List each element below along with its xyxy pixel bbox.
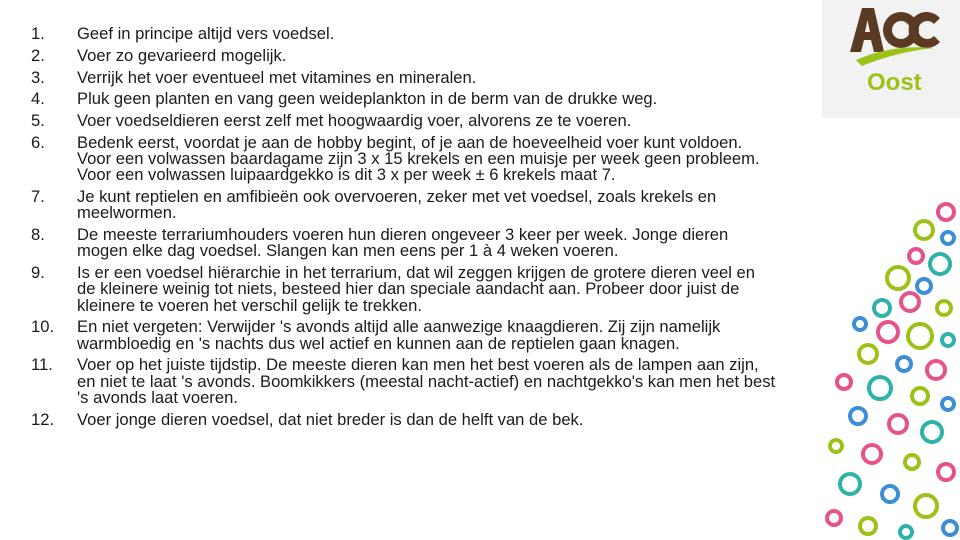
item-number: 4. <box>31 89 45 109</box>
list-item <box>31 132 861 185</box>
item-number: 5. <box>31 111 45 131</box>
logo-oost-text: Oost <box>867 69 922 96</box>
item-text: Voer op het juiste tijdstip. De meeste dieren kan men het best voeren als de lampen aan zijn, en niet te laat 's avonds. Boomkikkers (meestal nacht‑actief) en nachtgekko's kan men het best 's avonds laat voeren. <box>77 355 776 407</box>
item-number: 7. <box>31 187 45 207</box>
feeding-tips-list <box>31 26 861 433</box>
list-item <box>31 67 861 87</box>
list-item <box>31 265 861 314</box>
list-item <box>31 319 861 351</box>
decorative-circles-icon <box>820 190 960 540</box>
list-item <box>31 113 861 129</box>
item-text: Bedenk eerst, voordat je aan de hobby begint, of je aan de hoeveelheid voer kunt voldoen. Voor een volwassen baardagame zijn 3 x 15 krekels en een muisje per week geen probleem. Voor een volwassen luipaardgekko is dit 3 x per week ± 6 krekels maat 7. <box>77 132 760 185</box>
item-number: 10. <box>31 317 55 337</box>
list-item <box>31 91 861 107</box>
item-text: Geef in principe altijd vers voedsel. <box>77 24 335 43</box>
item-text: De meeste terrariumhouders voeren hun dieren ongeveer 3 keer per week. Jonge dieren mogen elke dag voedsel. Slangen kan men eens per 1 à 4 weken voeren. <box>77 225 729 261</box>
list-item <box>31 357 861 406</box>
item-text: Voer zo gevarieerd mogelijk. <box>77 45 287 65</box>
item-number: 2. <box>31 45 45 65</box>
item-number: 11. <box>31 355 53 375</box>
item-number: 3. <box>31 67 45 87</box>
item-number: 9. <box>31 263 45 283</box>
item-text: Je kunt reptielen en amfibieën ook overvoeren, zeker met vet voedsel, zoals krekels en meelwormen. <box>77 187 717 223</box>
item-text: Is er een voedsel hiërarchie in het terrarium, dat wil zeggen krijgen de grotere dieren veel en de kleinere weinig tot niets, besteed hier dan speciale aandacht aan. Probeer door juist de kleinere te voeren het verschil gelijk te trekken. <box>77 263 755 315</box>
list-item <box>31 26 861 42</box>
list-item <box>31 409 861 429</box>
list-item <box>31 227 861 259</box>
list-item <box>31 45 861 65</box>
item-number: 12. <box>31 409 55 429</box>
item-text: Voer voedseldieren eerst zelf met hoogwaardig voer, alvorens ze te voeren. <box>77 111 632 131</box>
list-item <box>31 189 861 221</box>
item-text: Voer jonge dieren voedsel, dat niet breder is dan de helft van de bek. <box>77 409 584 429</box>
item-text: Pluk geen planten en vang geen weideplankton in de berm van de drukke weg. <box>77 89 658 109</box>
item-text: Verrijk het voer eventueel met vitamines en mineralen. <box>77 67 477 87</box>
item-number: 8. <box>31 225 45 245</box>
item-number: 6. <box>31 132 45 152</box>
item-number: 1. <box>31 24 45 43</box>
item-text: En niet vergeten: Verwijder 's avonds altijd alle aanwezige knaagdieren. Zij zijn namelijk warmbloedig en 's nachts dus wel actief en kunnen aan de reptielen gaan knagen. <box>77 317 721 353</box>
